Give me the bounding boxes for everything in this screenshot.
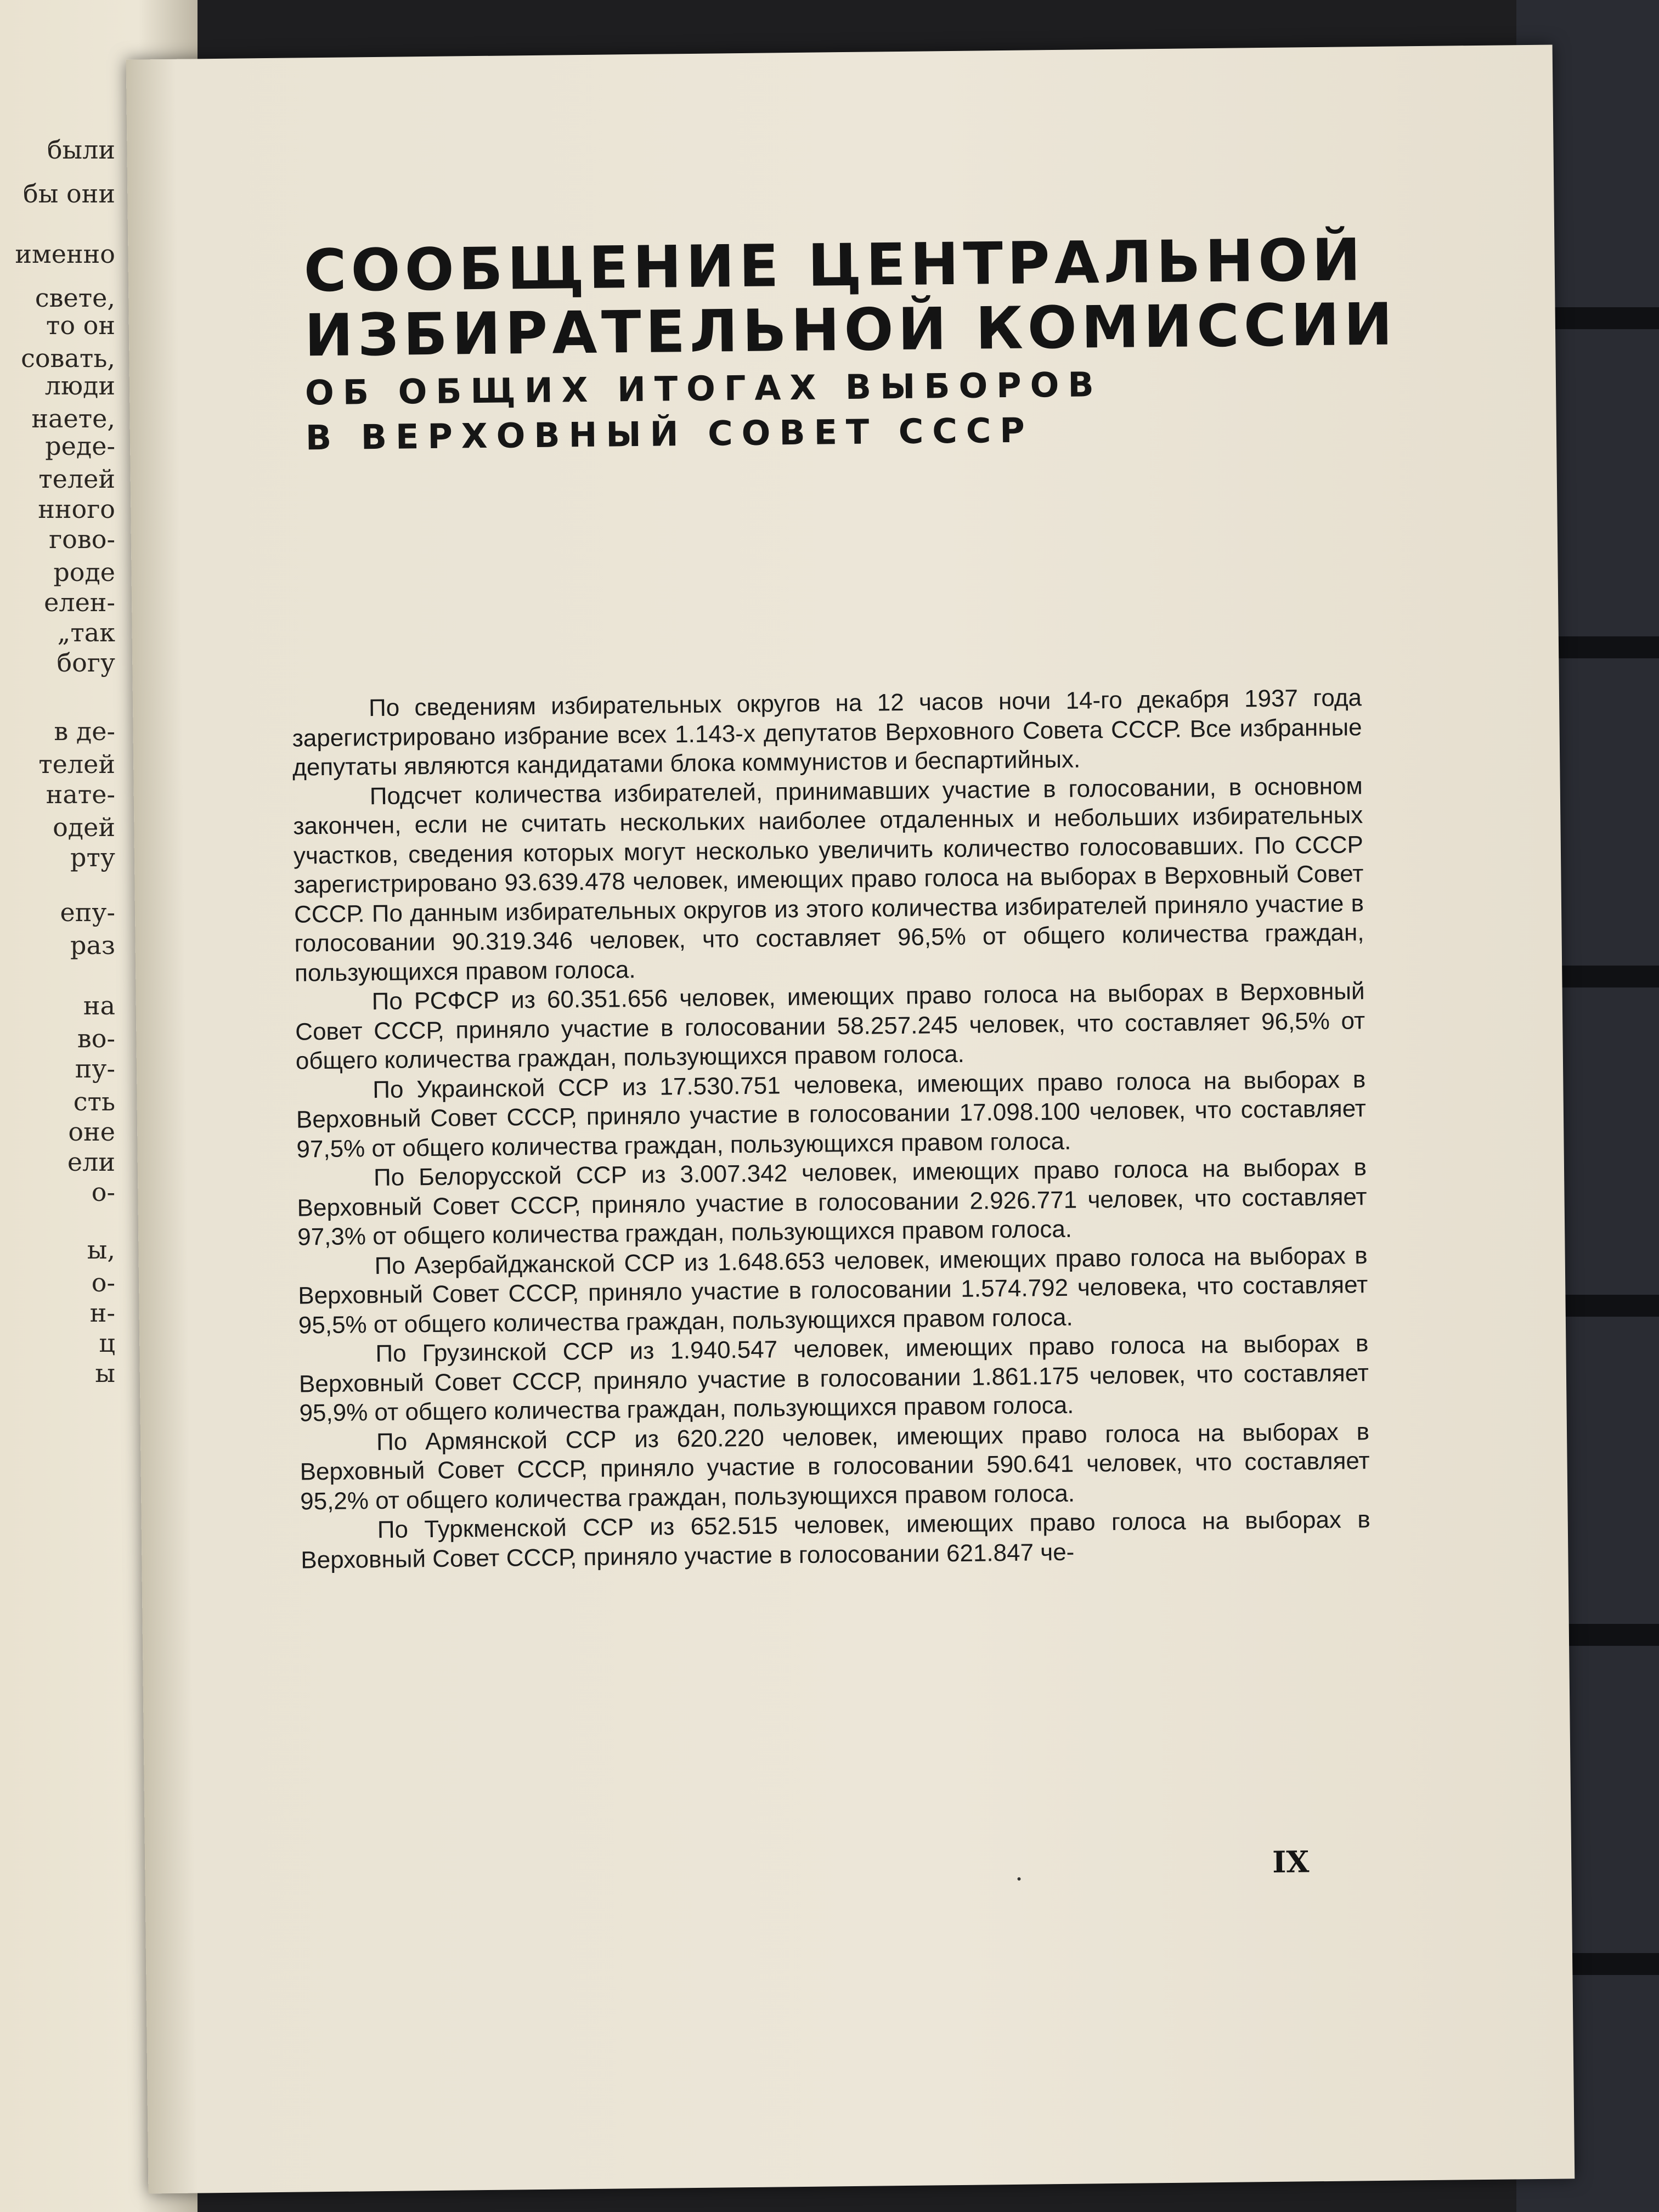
- title-line-2: ИЗБИРАТЕЛЬНОЙ КОМИССИИ: [304, 290, 1397, 370]
- page-subtitle: [305, 362, 1103, 460]
- left-page-text-fragment: рту: [70, 843, 115, 872]
- left-page-text-fragment: „так: [57, 618, 115, 647]
- left-page-text-fragment: н-: [89, 1298, 115, 1328]
- paragraph: По Грузинской ССР из 1.940.547 человек, имеющих право голоса на выборах в Верховный Совет СССР, приняло участие в голосовании 1.861.175 человек, что составляет 95,9% от общего количества граждан, пользующихся правом голоса.: [298, 1330, 1369, 1427]
- left-page-text-fragment: елен-: [44, 588, 115, 617]
- paragraph: Подсчет количества избирателей, принимавших участие в голосовании, в основном закончен, если не считать нескольких наиболее отдаленных и небольших избирательных участков, сведения которых могут несколько увеличить количество голосовавших. По СССР зарегистрировано 93.639.478 человек, имеющих право голоса на выборах в Верховный Совет СССР. По данным избирательных округов из этого количества избирателей приняло участие в голосовании 90.319.346 человек, что составляет 96,5% от общего количества граждан, пользующихся правом голоса.: [293, 772, 1364, 987]
- left-page-text-fragment: совать,: [21, 343, 115, 373]
- left-page-text-fragment: гово-: [49, 524, 115, 554]
- subtitle-line-1: ОБ ОБЩИХ ИТОГАХ ВЫБОРОВ: [304, 364, 1103, 413]
- left-page-text-fragment: в де-: [54, 716, 115, 746]
- left-page-text-fragment: сть: [73, 1087, 115, 1116]
- left-page-text-fragment: нате-: [46, 780, 115, 809]
- left-page-text-fragment: ц: [99, 1328, 115, 1358]
- left-page-text-fragment: свете,: [35, 283, 115, 313]
- left-page-text-fragment: раз: [70, 930, 115, 960]
- left-page-text-fragment: на: [83, 991, 115, 1020]
- left-page-text-fragment: о-: [91, 1268, 115, 1297]
- left-page-text-fragment: роде: [53, 557, 115, 587]
- book-page: [126, 44, 1575, 2193]
- ink-speck: [1017, 1877, 1020, 1881]
- left-page-text-fragment: были: [47, 135, 115, 165]
- left-page-text-fragment: бы они: [23, 179, 115, 208]
- left-page-text-fragment: нного: [38, 494, 115, 524]
- left-page-text-fragment: оне: [68, 1117, 115, 1147]
- left-page-text-fragment: телей: [38, 464, 115, 494]
- left-page-text-fragment: реде-: [45, 431, 115, 461]
- left-page-text-fragment: пу-: [75, 1054, 115, 1084]
- left-page-text-fragment: то он: [46, 311, 115, 340]
- subtitle-line-2: В ВЕРХОВНЫЙ СОВЕТ СССР: [305, 410, 1034, 458]
- left-page-text-fragment: епу-: [60, 898, 115, 927]
- title-line-1: СООБЩЕНИЕ ЦЕНТРАЛЬНОЙ: [303, 226, 1365, 305]
- left-page-text-fragment: телей: [38, 749, 115, 779]
- left-page-text-fragment: во-: [77, 1024, 115, 1053]
- paragraph: По Армянской ССР из 620.220 человек, имеющих право голоса на выборах в Верховный Совет СССР, приняло участие в голосовании 590.641 человек, что составляет 95,2% от общего количества граждан, пользующихся правом голоса.: [300, 1418, 1370, 1515]
- left-page-text-fragment: люди: [44, 371, 115, 400]
- paragraph: По Азербайджанской ССР из 1.648.653 человек, имеющих право голоса на выборах в Верховный Совет СССР, приняло участие в голосовании 1.574.792 человека, что составляет 95,5% от общего количества граждан, пользующихся правом голоса.: [298, 1242, 1368, 1339]
- left-page-text-fragment: одей: [53, 812, 115, 842]
- paragraph: По сведениям избирательных округов на 12 часов ночи 14-го декабря 1937 года зарегистрировано избрание всех 1.143-х депутатов Верховного Совета СССР. Все избранные депутаты являются кандидатами блока коммунистов и беспартийных.: [292, 684, 1362, 781]
- paragraph: По Украинской ССР из 17.530.751 человека, имеющих право голоса на выборах в Верховный Совет СССР, приняло участие в голосовании 17.098.100 человек, что составляет 97,5% от общего количества граждан, пользующихся правом голоса.: [296, 1065, 1367, 1163]
- left-page-text-fragment: ы: [95, 1358, 115, 1388]
- article-body: [292, 683, 1371, 1575]
- paragraph: По РСФСР из 60.351.656 человек, имеющих право голоса на выборах в Верховный Совет СССР, приняло участие в голосовании 58.257.245 человек, что составляет 96,5% от общего количества граждан, пользующихся правом голоса.: [295, 978, 1365, 1075]
- paragraph: По Туркменской ССР из 652.515 человек, имеющих право голоса на выборах в Верховный Совет СССР, приняло участие в голосовании 621.847 че-: [301, 1506, 1370, 1574]
- left-page-text-fragment: богу: [57, 648, 115, 678]
- page-number: IX: [1272, 1844, 1310, 1880]
- left-page-text-fragment: наете,: [31, 404, 115, 433]
- page-title: [303, 227, 1397, 368]
- left-page-text-fragment: именно: [15, 239, 115, 269]
- left-page-text-fragment: ы,: [87, 1235, 115, 1265]
- paragraph: По Белорусской ССР из 3.007.342 человек, имеющих право голоса на выборах в Верховный Совет СССР, приняло участие в голосовании 2.926.771 человек, что составляет 97,3% от общего количества граждан, пользующихся правом голоса.: [297, 1154, 1367, 1251]
- left-page-text-fragment: ели: [67, 1147, 115, 1177]
- left-page-text-fragment: о-: [91, 1177, 115, 1207]
